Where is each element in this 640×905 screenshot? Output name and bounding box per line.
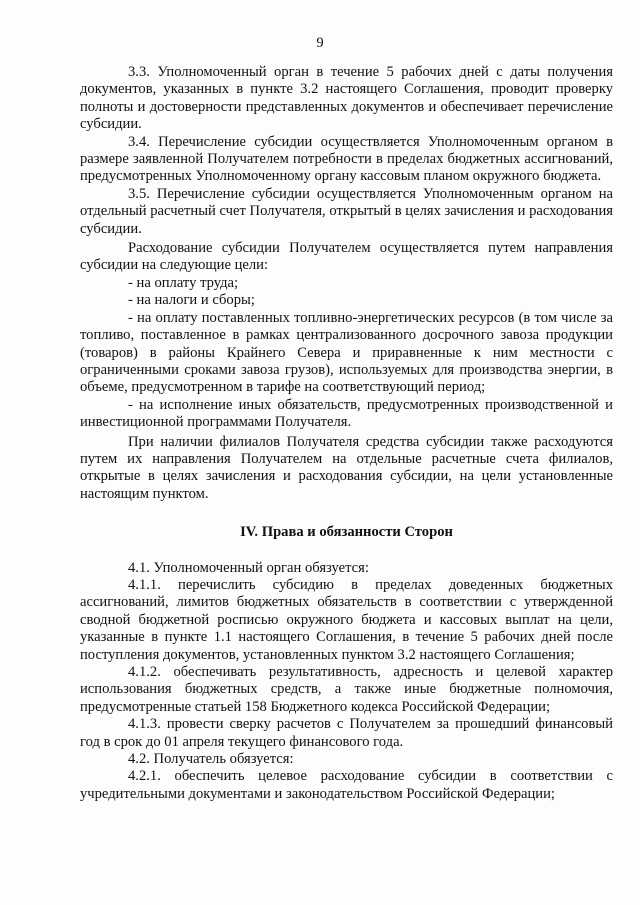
paragraph-3-5: 3.5. Перечисление субсидии осуществляется Уполномоченным органом на отдельный расчетный счет Получателя, открытый в целях зачисления и расходования субсидии.: [80, 185, 613, 237]
list-item-other-obligations: - на исполнение иных обязательств, предусмотренных производственной и инвестиционной программами Получателя.: [80, 396, 613, 431]
paragraph-4-1-1: 4.1.1. перечислить субсидию в пределах доведенных бюджетных ассигнований, лимитов бюджетных обязательств в соответствии с утвержденной сводной бюджетной росписью окружного бюджета и кассовых выплат на цели, указанные в пункте 1.1 настоящего Соглашения, в течение 5 рабочих дней после поступления документов, установленных пунктом 3.2 настоящего Соглашения;: [80, 576, 613, 663]
paragraph-3-3: 3.3. Уполномоченный орган в течение 5 рабочих дней с даты получения документов, указанных в пункте 3.2 настоящего Соглашения, проводит проверку полноты и достоверности представленных документов и обеспечивает перечисление субсидии.: [80, 64, 613, 133]
list-item-taxes: - на налоги и сборы;: [128, 292, 255, 309]
paragraph-3-4: 3.4. Перечисление субсидии осуществляется Уполномоченным органом в размере заявленной Получателем потребности в пределах бюджетных ассигнований, предусмотренных Уполномоченному органу кассовым планом окружного бюджета.: [80, 133, 613, 185]
section-heading: IV. Права и обязанности Сторон: [240, 524, 453, 541]
paragraph-4-1-3: 4.1.3. провести сверку расчетов с Получателем за прошедший финансовый год в срок до 01 апреля текущего финансового года.: [80, 716, 613, 750]
document-body: [80, 64, 613, 803]
list-item-fuel: - на оплату поставленных топливно-энергетических ресурсов (в том числе за топливо, поставленное в рамках централизованного досрочного завоза продукции (товаров) в районы Крайнего Севера и приравненные к ним местности с ограниченными сроками завоза грузов), используемых для производства энергии, в объеме, предусмотренном в тарифе на соответствующий период;: [80, 309, 613, 396]
page-number: 9: [316, 35, 324, 51]
paragraph-4-1-2: 4.1.2. обеспечивать результативность, адресность и целевой характер использования бюджетных средств, а также иные бюджетные полномочия, предусмотренные статьей 158 Бюджетного кодекса Российской Федерации;: [80, 664, 613, 715]
paragraph-4-2: 4.2. Получатель обязуется:: [128, 751, 294, 768]
paragraph-branches: При наличии филиалов Получателя средства субсидии также расходуются путем их направления Получателем на отдельные расчетные счета филиалов, открытые в целях зачисления и расходования субсидии, на цели установленные настоящим пунктом.: [80, 433, 613, 502]
list-item-labor: - на оплату труда;: [128, 274, 239, 291]
paragraph-4-2-1: 4.2.1. обеспечить целевое расходование субсидии в соответствии с учредительными документами и законодательством Российской Федерации;: [80, 768, 613, 802]
paragraph-4-1: 4.1. Уполномоченный орган обязуется:: [128, 559, 369, 576]
paragraph-spending-intro: Расходование субсидии Получателем осуществляется путем направления субсидии на следующие цели:: [80, 240, 613, 274]
